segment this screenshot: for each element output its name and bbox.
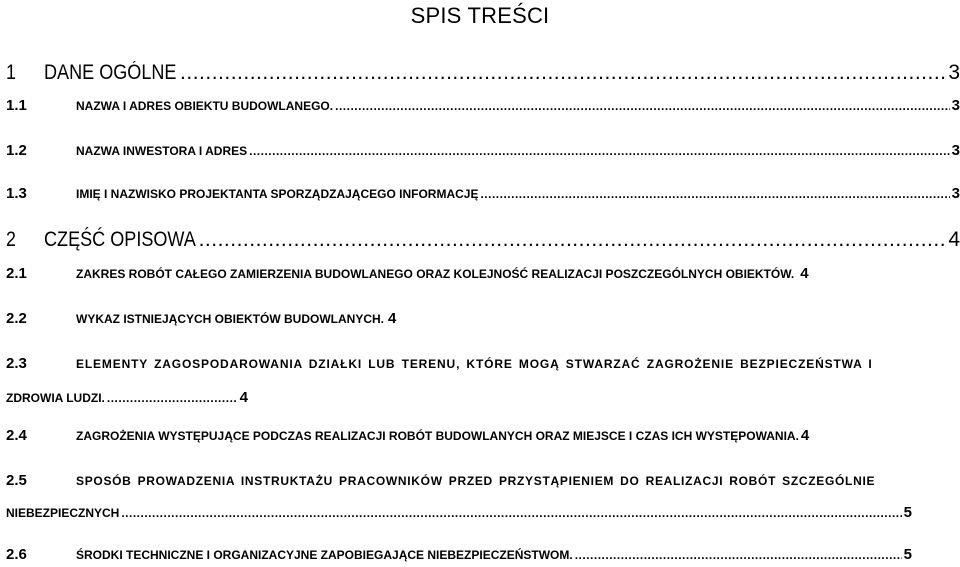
toc-text: ZAKRES ROBÓT CAŁEGO ZAMIERZENIA BUDOWLANEGO ORAZ KOLEJNOŚĆ REALIZACJI POSZCZEGÓLNYCH OBIEKTÓW. xyxy=(76,267,795,281)
toc-number: 2.2 xyxy=(6,310,27,327)
toc-leader-dots xyxy=(107,386,238,410)
toc-number: 2.1 xyxy=(6,265,27,282)
toc-number: 2.3 xyxy=(6,355,27,372)
toc-entry-1-2[interactable] xyxy=(0,139,960,163)
toc-number: 2 xyxy=(6,228,16,251)
toc-number: 2.5 xyxy=(6,472,27,489)
toc-entry-1[interactable] xyxy=(0,58,960,88)
toc-entry-2-5[interactable] xyxy=(0,469,960,525)
toc-entry-1-1[interactable] xyxy=(0,94,960,118)
toc-text: ZAGROŻENIA WYSTĘPUJĄCE PODCZAS REALIZACJI ROBÓT BUDOWLANYCH ORAZ MIEJSCE I CZAS ICH WYSTĘPOWANIA. xyxy=(76,429,799,443)
toc-text: NAZWA INWESTORA I ADRES xyxy=(76,144,248,158)
toc-page-number: 5 xyxy=(903,504,912,521)
toc-entry-2-1[interactable] xyxy=(0,262,960,286)
toc-entry-2[interactable] xyxy=(0,225,960,255)
toc-entry-2-6[interactable] xyxy=(0,543,960,567)
toc-leader-dots xyxy=(575,543,902,567)
toc-entry-2-3[interactable] xyxy=(0,352,960,410)
toc-leader-dots xyxy=(480,182,949,206)
toc-page-number: 3 xyxy=(951,97,960,114)
toc-number: 1 xyxy=(6,61,16,84)
toc-number: 2.4 xyxy=(6,427,27,444)
toc-text: DANE OGÓLNE xyxy=(44,61,177,84)
toc-text: NAZWA I ADRES OBIEKTU BUDOWLANEGO. xyxy=(76,99,334,113)
toc-text-line2: NIEBEZPIECZNYCH xyxy=(6,506,120,520)
toc-text: IMIĘ I NAZWISKO PROJEKTANTA SPORZĄDZAJĄCEGO INFORMACJĘ xyxy=(76,187,479,201)
toc-text-line1: ELEMENTY ZAGOSPODAROWANIA DZIAŁKI LUB TERENU, KTÓRE MOGĄ STWARZAĆ ZAGROŻENIE BEZPIECZEŃSTWA I xyxy=(76,357,873,371)
toc-leader-dots xyxy=(121,501,901,525)
document-title: SPIS TREŚCI xyxy=(410,3,550,28)
toc-number: 2.6 xyxy=(6,546,27,563)
toc-leader-dots xyxy=(180,58,946,88)
toc-text: ŚRODKI TECHNICZNE I ORGANIZACYJNE ZAPOBIEGAJĄCE NIEBEZPIECZEŃSTWOM. xyxy=(76,548,573,562)
toc-page-number: 3 xyxy=(951,185,960,202)
toc-text-line1: SPOSÓB PROWADZENIA INSTRUKTAŻU PRACOWNIKÓW PRZED PRZYSTĄPIENIEM DO REALIZACJI ROBÓT SZCZEGÓLNIE xyxy=(76,474,876,488)
toc-number: 1.2 xyxy=(6,142,27,159)
toc-entry-1-3[interactable] xyxy=(0,182,960,206)
toc-number: 1.3 xyxy=(6,185,27,202)
toc-text: WYKAZ ISTNIEJĄCYCH OBIEKTÓW BUDOWLANYCH. xyxy=(76,312,384,326)
toc-number: 1.1 xyxy=(6,97,27,114)
toc-page-number: 4 xyxy=(388,310,397,327)
toc-page-number: 3 xyxy=(951,142,960,159)
toc-page-number: 4 xyxy=(800,427,810,444)
toc-page-number: 5 xyxy=(903,546,912,563)
toc-page-number: 4 xyxy=(800,265,809,282)
toc-entry-2-2[interactable] xyxy=(0,307,960,331)
toc-leader-dots xyxy=(249,139,950,163)
toc-text-line2: ZDROWIA LUDZI. xyxy=(6,391,105,405)
toc-page-number: 3 xyxy=(948,61,960,84)
toc-page-number: 4 xyxy=(239,389,248,406)
toc-entry-2-4[interactable] xyxy=(0,424,960,448)
toc-leader-dots xyxy=(335,94,950,118)
toc-leader-dots xyxy=(199,225,947,255)
toc-page-number: 4 xyxy=(948,228,960,251)
toc-text: CZĘŚĆ OPISOWA xyxy=(44,228,196,251)
